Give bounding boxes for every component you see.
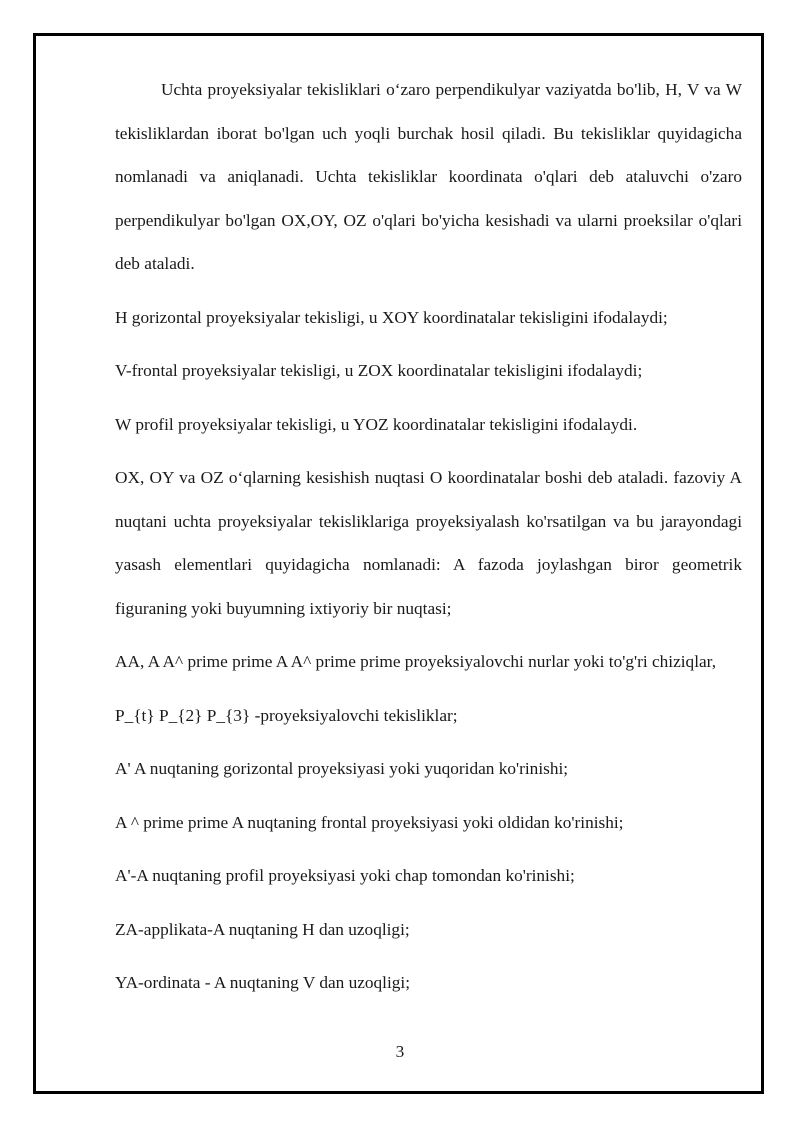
- paragraph-w-plane: W profil proyeksiyalar tekisligi, u YOZ koordinatalar tekisligini ifodalaydi.: [115, 414, 638, 434]
- document-body: [115, 68, 742, 1005]
- paragraph-ordinate: YA-ordinata - A nuqtaning V dan uzoqligi;: [115, 973, 411, 992]
- paragraph-origin: OX, OY va OZ o‘qlarning kesishish nuqtasi O koordinatalar boshi deb ataladi. fazoviy A nuqtani uchta proyeksiyalar tekisliklariga proyeksiyalash ko'rsatilgan va bu jarayondagi yasash elementlari quyidagicha nomlanadi: A fazoda joylashgan biror geometrik figuraning yoki buyumning ixtiyoriy bir nuqtasi;: [115, 468, 742, 618]
- paragraph-v-plane: V-frontal proyeksiyalar tekisligi, u ZOX koordinatalar tekisligini ifodalaydi;: [115, 361, 643, 380]
- paragraph-projecting-rays: AA, A A^ prime prime A A^ prime prime proyeksiyalovchi nurlar yoki to'g'ri chiziqlar,: [115, 652, 717, 671]
- paragraph-applicate: ZA-applikata-A nuqtaning H dan uzoqligi;: [115, 919, 410, 939]
- paragraph-horizontal-projection: A' A nuqtaning gorizontal proyeksiyasi yoki yuqoridan ko'rinishi;: [115, 759, 569, 778]
- paragraph-profile-projection: A'-A nuqtaning profil proyeksiyasi yoki chap tomondan ko'rinishi;: [115, 866, 575, 885]
- paragraph-frontal-projection: A ^ prime prime A nuqtaning frontal proyeksiyasi yoki oldidan ko'rinishi;: [115, 812, 624, 832]
- paragraph-intro: Uchta proyeksiyalar tekisliklari o‘zaro perpendikulyar vaziyatda bo'lib, H, V va W tekisliklardan iborat bo'lgan uch yoqli burchak hosil qiladi. Bu tekisliklar quyidagicha nomlanadi va aniqlanadi. Uchta tekisliklar koordinata o'qlari deb ataluvchi o'zaro perpendikulyar bo'lgan OX,OY, OZ o'qlari bo'yicha kesishadi va ularni proeksilar o'qlari deb ataladi.: [115, 80, 742, 273]
- paragraph-h-plane: H gorizontal proyeksiyalar tekisligi, u XOY koordinatalar tekisligini ifodalaydi;: [115, 307, 668, 327]
- page-number: 3: [395, 1042, 405, 1061]
- paragraph-projecting-planes: P_{t} P_{2} P_{3} -proyeksiyalovchi tekisliklar;: [115, 705, 458, 725]
